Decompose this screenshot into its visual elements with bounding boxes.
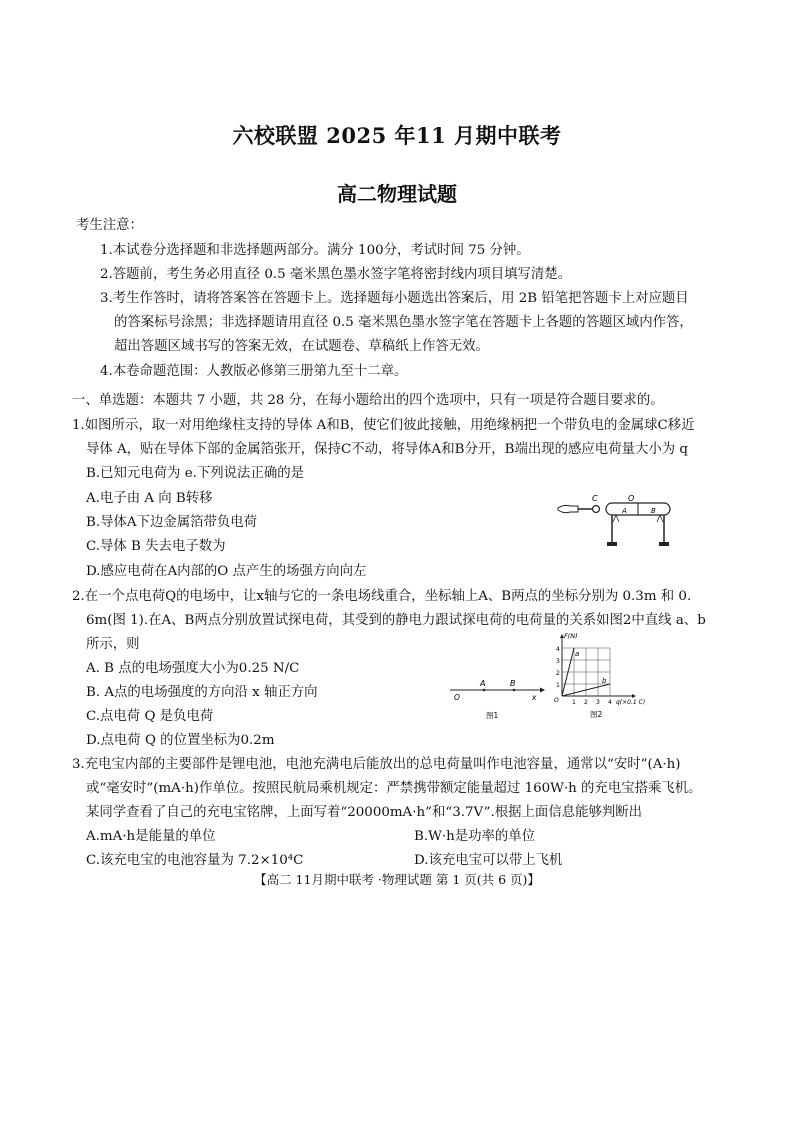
notice-item-3-cont2: 超出答题区域书写的答案无效，在试题卷、草稿纸上作答无效。 [114,339,489,354]
base-a [607,542,617,546]
q1-option-d: D.感应电荷在A内部的O 点产生的场强方向向左 [86,564,367,579]
notice-item-1: 1.本试卷分选择题和非选择题两部分。满分 100分，考试时间 75 分钟。 [100,243,530,258]
x-tick-3: 3 [596,699,600,706]
fig1-caption: 图1 [486,711,499,720]
label-b: B [651,507,656,515]
label-origin: O [454,693,460,702]
q2-stem-line-1: 2.在一个点电荷Q的电场中，让x轴与它的一条电场线重合，坐标轴上A、B两点的坐标分别为 0.3m 和 0. [72,589,692,604]
section-heading: 一、单选题：本题共 7 小题，共 28 分，在每小题给出的四个选项中，只有一项是符合题目要求的。 [72,393,664,408]
q2-stem-line-3: 所示，则 [86,637,140,652]
q2-option-d: D.点电荷 Q 的位置坐标为0.2m [86,733,275,748]
q-axis-arrow [632,694,636,698]
q3-option-a: A.mA·h是能量的单位 [86,829,216,844]
f-axis-label: F(N) [564,632,578,640]
label-line-a: a [575,650,580,658]
label-a: A [622,507,627,515]
label-point-a: A [480,679,486,688]
label-o: O [628,494,635,503]
x-tick-4: 4 [608,699,612,706]
x-axis-arrow [540,688,545,693]
q2-option-a: A. B 点的电场强度大小为0.25 N/C [86,661,300,676]
q1-option-a: A.电子由 A 向 B转移 [86,491,213,506]
foil-a-left [613,515,616,522]
q1-conductor-figure [556,492,686,550]
y-tick-4: 4 [556,646,560,653]
label-point-b: B [510,679,516,688]
x-tick-2: 2 [584,699,588,706]
y-tick-3: 3 [556,658,560,665]
q1-stem-line-3: B.已知元电荷为 e.下列说法正确的是 [86,466,305,481]
exam-title: 六校联盟 2025 年11 月期中联考 [232,123,562,148]
q2-option-b: B. A点的电场强度的方向沿 x 轴正方向 [86,685,318,700]
q1-stem-line-1: 1.如图所示，取一对用绝缘柱支持的导体 A和B，使它们彼此接触，用绝缘柄把一个带负电的金属球C移近 [72,418,695,433]
q2-option-c: C.点电荷 Q 是负电荷 [86,709,214,724]
label-x: x [532,693,537,702]
foil-b-left [657,515,660,522]
point-b [513,689,516,692]
notice-item-3-cont: 的答案标号涂黑；非选择题请用直径 0.5 毫米黑色墨水签字笔在答题卡上各题的答题区域内作答， [114,315,693,330]
point-a [483,689,486,692]
notice-item-2: 2.答题前，考生务必用直径 0.5 毫米黑色墨水签字笔将密封线内项目填写清楚。 [100,267,572,282]
q1-option-b: B.导体A下边金属箔带负电荷 [86,515,258,530]
hand-shape [558,505,578,512]
q3-stem-line-2: 或“毫安时”(mA·h)作单位。按照民航局乘机规定：严禁携带额定能量超过 160W·h 的充电宝搭乘飞机。 [86,781,702,796]
graph-grid [562,648,610,696]
exam-subtitle: 高二物理试题 [337,182,457,206]
notice-item-3: 3.考生作答时，请将答案答在答题卡上。选择题每小题选出答案后，用 2B 铅笔把答题卡上对应题目 [100,291,689,306]
page-footer: 【高二 11月期中联考 ·物理试题 第 1 页(共 6 页)】 [254,872,540,887]
q1-option-c: C.导体 B 失去电子数为 [86,539,226,554]
q3-option-b: B.W·h是功率的单位 [414,829,536,844]
q2-stem-line-2: 6m(图 1).在A、B两点分别放置试探电荷，其受到的静电力跟试探电荷的电荷量的关系如图2中直线 a、b [86,613,706,628]
notice-heading: 考生注意： [76,218,143,233]
label-c: C [592,494,598,503]
q3-option-c: C.该充电宝的电池容量为 7.2×10⁴C [86,853,304,868]
q3-option-d: D.该充电宝可以带上飞机 [414,853,563,868]
q2-figure-1 [446,676,546,724]
q3-stem-line-3: 某同学查看了自己的充电宝铭牌，上面写着“20000mA·h”和“3.7V”.根据上面信息能够判断出 [86,805,643,820]
y-tick-1: 1 [556,682,560,689]
fig2-caption: 图2 [590,710,603,719]
label-line-b: b [602,677,607,685]
base-b [659,542,669,546]
y-tick-2: 2 [556,670,560,677]
foil-b-right [660,515,663,522]
x-tick-1: 1 [572,699,576,706]
q2-figure-2 [550,630,650,722]
metal-ball-c [593,506,600,513]
q-axis-label: q(×0.1 C) [616,699,646,706]
q1-stem-line-2: 导体 A，贴在导体下部的金属箔张开，保持C不动，将导体A和B分开，B端出现的感应电荷量大小为 q [86,442,688,457]
foil-a-right [616,515,619,522]
notice-item-4: 4.本卷命题范围：人教版必修第三册第九至十二章。 [100,364,408,379]
q3-stem-line-1: 3.充电宝内部的主要部件是锂电池，电池充满电后能放出的总电荷量叫作电池容量，通常以“安时”(A·h) [72,757,681,772]
origin-label: O [554,697,559,704]
